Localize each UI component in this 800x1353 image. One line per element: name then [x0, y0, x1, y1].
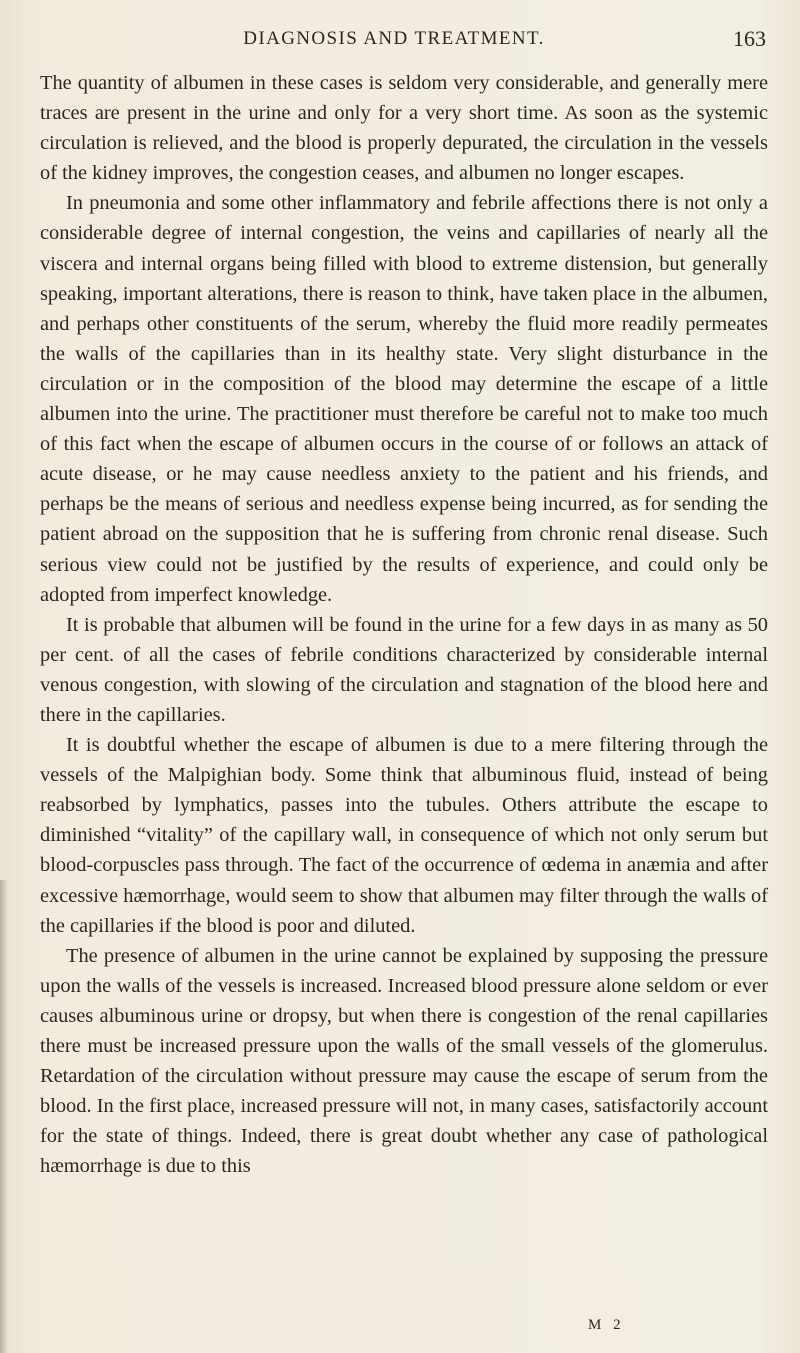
paragraph: The quantity of albumen in these cases is seldom very considerable, and generally mere traces are present in the urine and only for a very short time. As soon as the systemic circulation is relieved, and the blood is properly depurated, the circulation in the vessels of the kidney improves, the congestion ceases, and albumen no longer escapes.	[40, 72, 768, 185]
running-head: DIAGNOSIS AND TREATMENT.	[243, 28, 545, 49]
paragraph: In pneumonia and some other inflammatory and febrile affections there is not only a considerable degree of internal congestion, the veins and capillaries of nearly all the viscera and internal organs being filled with blood to extreme distension, but generally speaking, important alterations, there is reason to think, have taken place in the albumen, and perhaps other constituents of the serum, whereby the fluid more readily permeates the walls of the capillaries than in its healthy state. Very slight disturbance in the circulation or in the composition of the blood may determine the escape of a little albumen into the urine. The practitioner must therefore be careful not to make too much of this fact when the escape of albumen occurs in the course of or follows an attack of acute disease, or he may cause needless anxiety to the patient and his friends, and perhaps be the means of serious and needless expense being incurred, as for sending the patient abroad on the supposition that he is suffering from chronic renal disease. Such serious view could not be justified by the results of experience, and could only be adopted from imperfect knowledge.	[40, 192, 768, 606]
paragraph: It is doubtful whether the escape of albumen is due to a mere filtering through the vessels of the Malpighian body. Some think that albuminous fluid, instead of being reabsorbed by lymphatics, passes into the tubules. Others attribute the escape to diminished “vitality” of the capillary wall, in consequence of which not only serum but blood-corpuscles pass through. The fact of the occurrence of œdema in anæmia and after excessive hæmorrhage, would seem to show that albumen may filter through the walls of the capillaries if the blood is poor and diluted.	[40, 734, 768, 937]
page-header	[66, 22, 766, 56]
page-number: 163	[733, 26, 766, 51]
paragraph: It is probable that albumen will be found in the urine for a few days in as many as 50 per cent. of all the cases of febrile conditions characterized by considerable internal venous congestion, with slowing of the circulation and stagnation of the blood here and there in the capillaries.	[40, 613, 768, 726]
body-text	[40, 68, 768, 1181]
signature-mark: M 2	[588, 1317, 625, 1333]
paragraph: The presence of albumen in the urine cannot be explained by supposing the pressure upon the walls of the vessels is increased. Increased blood pressure alone seldom or ever causes albuminous urine or dropsy, but when there is congestion of the renal capillaries there must be increased pressure upon the walls of the small vessels of the glomerulus. Retardation of the circulation without pressure may cause the escape of serum from the blood. In the first place, increased pressure will not, in many cases, satisfactorily account for the state of things. Indeed, there is great doubt whether any case of pathological hæmorrhage is due to this	[40, 944, 768, 1178]
page-edge-shadow	[0, 880, 8, 1353]
